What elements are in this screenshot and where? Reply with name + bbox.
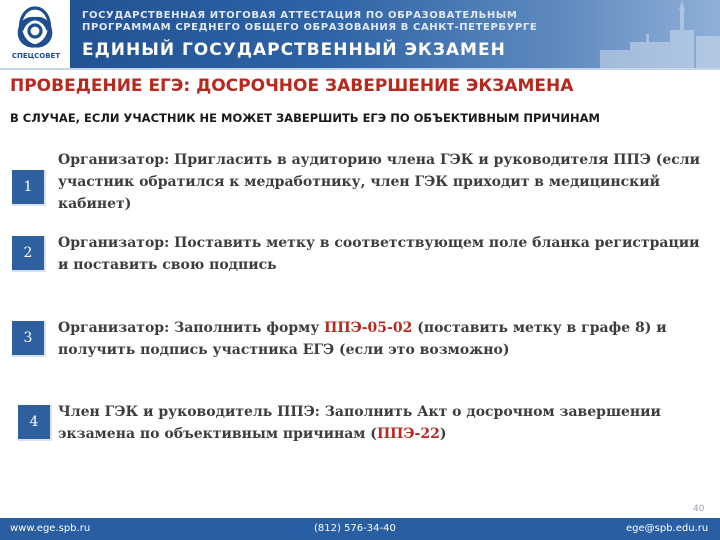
form-code-ppe-22: ППЭ-22 [376, 426, 440, 442]
step-text-4 [58, 401, 708, 445]
step-text-3-after: (поставить метку в графе 8) и получить подпись участника ЕГЭ (если это возможно) [58, 320, 667, 358]
step-text-4-before: Член ГЭК и руководитель ППЭ: Заполнить Акт о досрочном завершении экзамена по объективным причинам ( [58, 404, 661, 442]
step-number-4: 4 [18, 405, 52, 441]
slide-subtitle: В СЛУЧАЕ, ЕСЛИ УЧАСТНИК НЕ МОЖЕТ ЗАВЕРШИТЬ ЕГЭ ПО ОБЪЕКТИВНЫМ ПРИЧИНАМ [10, 111, 600, 125]
header-line-1: ГОСУДАРСТВЕННАЯ ИТОГОВАЯ АТТЕСТАЦИЯ ПО ОБРАЗОВАТЕЛЬНЫМ [82, 10, 518, 21]
city-skyline-icon [560, 0, 720, 68]
step-number-3: 3 [12, 321, 46, 357]
logo-knot-icon [10, 4, 60, 52]
footer-bar [0, 518, 720, 540]
footer-email-link[interactable]: ege@spb.edu.ru [626, 523, 709, 534]
form-code-ppe-05-02: ППЭ-05-02 [324, 320, 413, 336]
step-number-1: 1 [12, 170, 46, 206]
header-banner [0, 0, 720, 68]
step-number-2: 2 [12, 236, 46, 272]
header-divider [0, 68, 720, 70]
page-number: 40 [693, 504, 705, 514]
footer-website-link[interactable]: www.ege.spb.ru [10, 523, 91, 534]
logo-text: СПЕЦСОВЕТ [11, 52, 61, 60]
header-title: ЕДИНЫЙ ГОСУДАРСТВЕННЫЙ ЭКЗАМЕН [82, 40, 506, 60]
slide-title: ПРОВЕДЕНИЕ ЕГЭ: ДОСРОЧНОЕ ЗАВЕРШЕНИЕ ЭКЗАМЕНА [10, 76, 574, 96]
step-text-3 [58, 317, 708, 361]
footer-phone: (812) 576-34-40 [314, 523, 396, 534]
step-text-3-before: Организатор: Заполнить форму [58, 320, 325, 336]
step-text-2: Организатор: Поставить метку в соответствующем поле бланка регистрации и поставить свою подпись [58, 235, 700, 273]
step-text-1: Организатор: Пригласить в аудиторию члена ГЭК и руководителя ППЭ (если участник обратился к медработнику, член ГЭК приходит в медицинский кабинет) [58, 152, 701, 212]
header-line-2: ПРОГРАММАМ СРЕДНЕГО ОБЩЕГО ОБРАЗОВАНИЯ В САНКТ-ПЕТЕРБУРГЕ [82, 22, 538, 33]
step-text-4-after: ) [439, 426, 447, 442]
logo[interactable] [0, 0, 70, 68]
